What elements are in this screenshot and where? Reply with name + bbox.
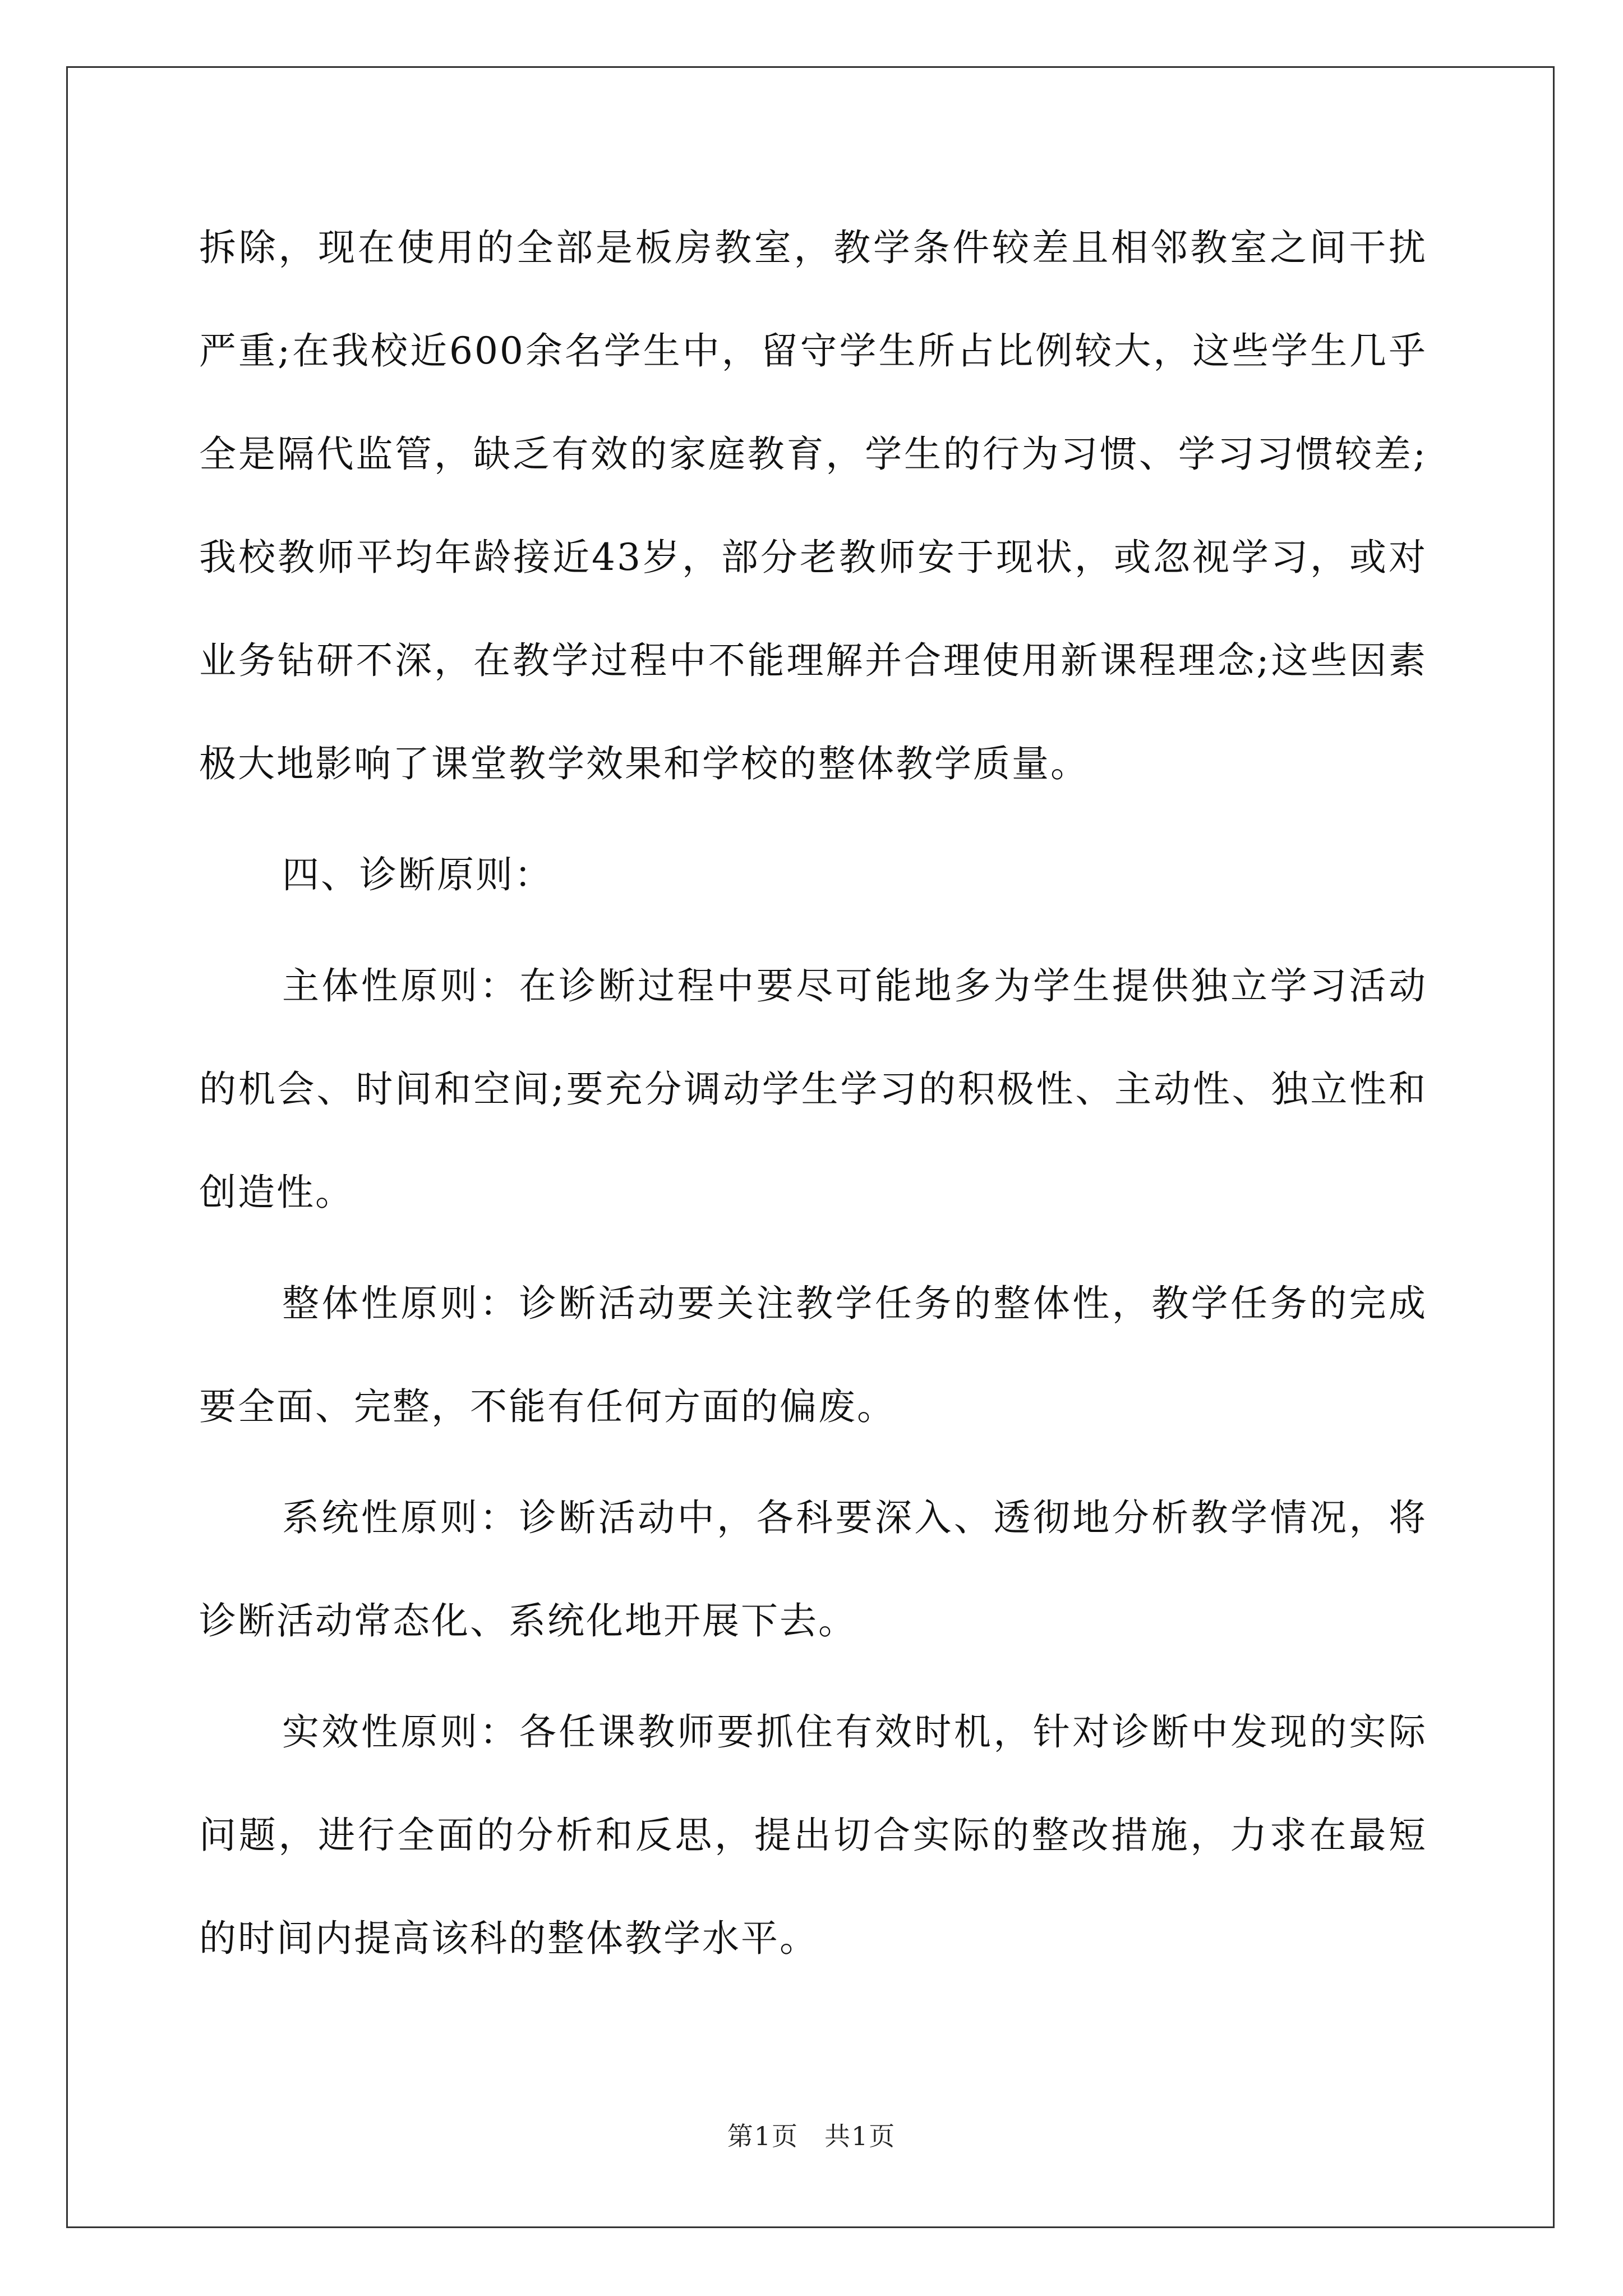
page-number-total: 共1页 xyxy=(824,2121,896,2151)
section-heading-diagnosis-principles: 四、诊断原则： xyxy=(282,853,553,896)
page-number-current: 第1页 xyxy=(727,2121,799,2151)
paragraph-integrity-principle: 整体性原则：诊断活动要关注教学任务的整体性，教学任务的完成要全面、完整，不能有任何方面的偏废。 xyxy=(199,1282,1427,1428)
paragraph-systematic-principle: 系统性原则：诊断活动中，各科要深入、透彻地分析教学情况，将诊断活动常态化、系统化地开展下去。 xyxy=(199,1496,1427,1642)
paragraph-effectiveness-principle: 实效性原则：各任课教师要抓住有效时机，针对诊断中发现的实际问题，进行全面的分析和反思，提出切合实际的整改措施，力求在最短的时间内提高该科的整体教学水平。 xyxy=(199,1710,1427,1960)
paragraph-intro: 拆除，现在使用的全部是板房教室，教学条件较差且相邻教室之间干扰严重;在我校近600余名学生中，留守学生所占比例较大，这些学生几乎全是隔代监管，缺乏有效的家庭教育，学生的行为习惯、学习习惯较差;我校教师平均年龄接近43岁，部分老教师安于现状，或忽视学习，或对业务钻研不深，在教学过程中不能理解并合理使用新课程理念;这些因素极大地影响了课堂教学效果和学校的整体教学质量。 xyxy=(199,226,1427,785)
document-body xyxy=(199,196,1427,1990)
paragraph-subjectivity-principle: 主体性原则：在诊断过程中要尽可能地多为学生提供独立学习活动的机会、时间和空间;要充分调动学生学习的积极性、主动性、独立性和创造性。 xyxy=(199,964,1427,1214)
page-footer xyxy=(0,2119,1623,2153)
